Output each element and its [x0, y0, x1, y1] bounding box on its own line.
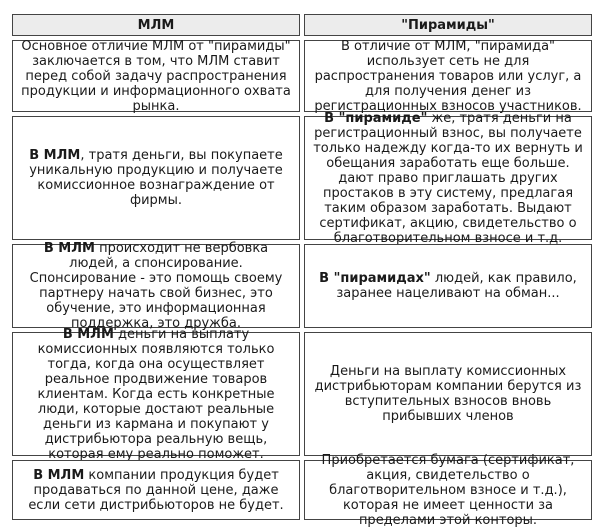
pyramid-cell	[304, 452, 592, 528]
pyramid-text: людей, как правило, заранее нацеливают на обман...	[336, 271, 577, 301]
mlm-text: происходит не вербовка людей, а спонсирование. Спонсирование - это помощь своему партнеру начать свой бизнес, это обучение, это информационная поддержка, это дружба.	[29, 241, 283, 331]
mlm-text: компании продукция будет продаваться по данной цене, даже если сети дистрибьюторов не будет.	[28, 467, 284, 513]
pyramid-bold-lead: В "пирамидах"	[319, 271, 431, 286]
table-row	[12, 452, 592, 528]
pyramid-text: Приобретается бумага (сертификат, акция, свидетельство о благотворительном взносе и т.д.), которая не имеет ценности за пределами этой конторы.	[321, 452, 575, 528]
header-mlm: МЛМ	[12, 14, 300, 36]
table-row	[12, 326, 592, 462]
mlm-bold-lead: В МЛМ	[62, 326, 114, 342]
mlm-bold-lead: В МЛМ	[43, 241, 95, 256]
mlm-cell	[12, 460, 300, 520]
mlm-bold-lead: В МЛМ	[33, 467, 85, 483]
pyramid-cell	[304, 244, 592, 328]
table-row	[12, 110, 592, 246]
mlm-cell	[12, 326, 300, 462]
pyramid-cell	[304, 332, 592, 456]
table-header	[12, 14, 592, 40]
pyramid-text: В отличие от МЛМ, "пирамида" использует сеть не для распространения товаров или услуг, а для получения денег из регистрационных взносов участников.	[314, 38, 582, 114]
mlm-bold-lead: В МЛМ	[29, 148, 81, 163]
pyramid-text: Деньги на выплату комиссионных дистрибьюторам компании берутся из вступительных взносов вновь прибывших членов	[314, 364, 582, 424]
pyramid-cell	[304, 40, 592, 112]
table-row	[12, 241, 592, 332]
header-pyramid: "Пирамиды"	[304, 14, 592, 36]
pyramid-cell	[304, 110, 592, 246]
mlm-text: , тратя деньги, вы покупаете уникальную продукцию и получаете комиссионное вознаграждение от фирмы.	[29, 148, 283, 208]
mlm-cell	[12, 241, 300, 331]
pyramid-bold-lead: В "пирамиде"	[324, 110, 428, 126]
comparison-table	[12, 14, 592, 528]
mlm-cell	[12, 40, 300, 112]
pyramid-text: же, тратя деньги на регистрационный взнос, вы получаете только надежду когда-то их вернуть и обещания заработать еще больше. дают право приглашать других простаков в эту систему, предлагая таким образом заработать. Выдают сертификат, акцию, свидетельство о благотворительном взносе и т.д.	[313, 110, 583, 246]
mlm-text: Основное отличие МЛМ от "пирамиды" заключается в том, что МЛМ ставит перед собой задачу распространения продукции и информационного охвата рынка.	[21, 38, 291, 114]
table-row	[12, 40, 592, 116]
mlm-text: деньги на выплату комиссионных появляются только тогда, когда она осуществляет реальное продвижение товаров клиентам. Когда есть конкретные люди, которые достают реальные деньги из кармана и покупают у дистрибьютора реальную вещь, которая ему реально поможет.	[37, 326, 275, 462]
mlm-cell	[12, 116, 300, 240]
